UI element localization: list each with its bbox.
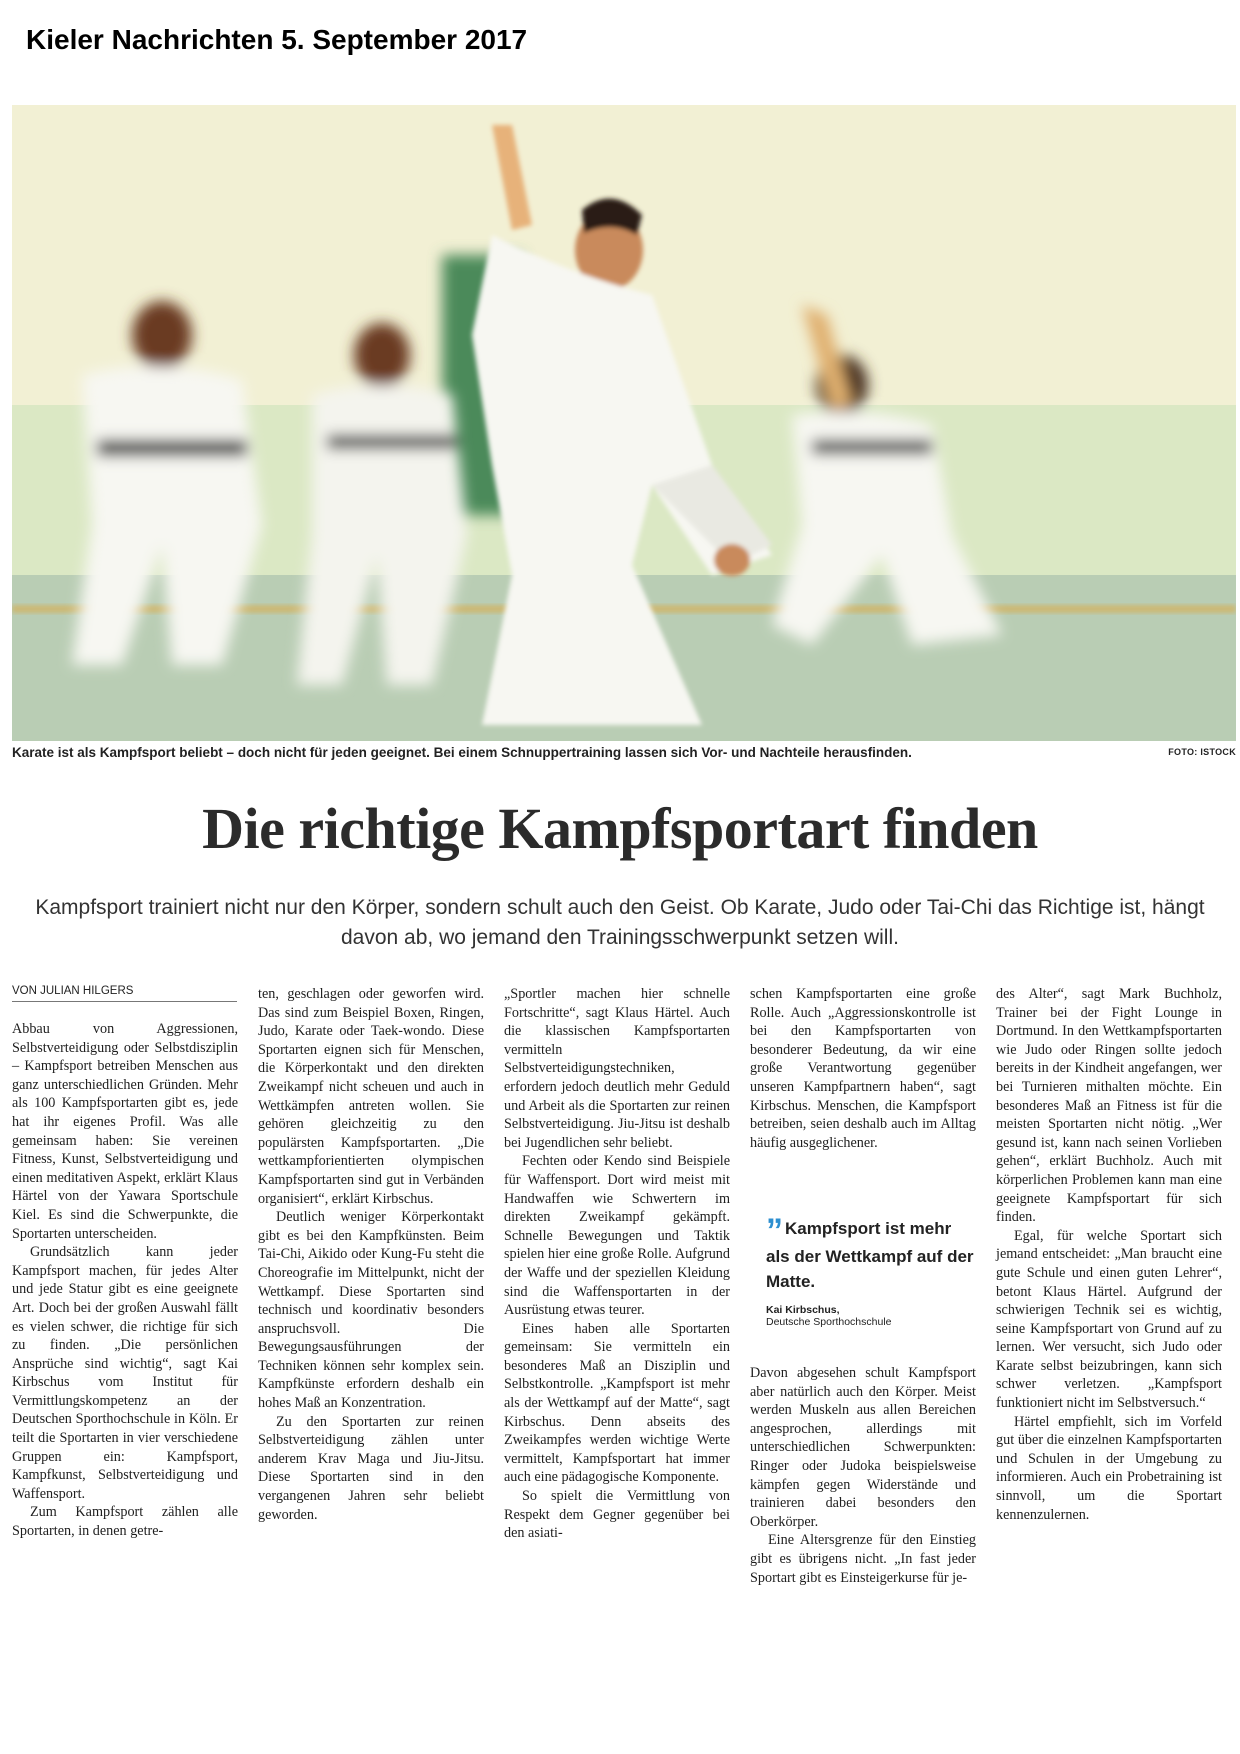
- paragraph: Egal, für welche Sportart sich jemand entscheidet: „Man braucht eine gute Schule und einen guten Lehrer“, betont Klaus Härtel. Aufgrund der schwierigen Technik sei es wichtig, seine Kampfsportart von Grund auf zu lernen. Wer versucht, sich Judo oder Karate selbst beizubringen, kann sich schwer verletzen. „Kampfsport funktioniert nicht im Selbstversuch.“: [996, 1227, 1222, 1412]
- pull-quote-text: [766, 1212, 976, 1294]
- paragraph: Härtel empfiehlt, sich im Vorfeld gut über die einzelnen Kampfsportarten und Schulen in der Umgebung zu informieren. Auch ein Probetraining ist sinnvoll, um die Sportart kennenzulernen.: [996, 1413, 1222, 1523]
- karate-illustration: [12, 105, 1236, 741]
- quote-mark-icon: ”: [766, 1212, 779, 1250]
- paragraph: Grundsätzlich kann jeder Kampfsport machen, für jedes Alter und jede Statur gibt es eine geeignete Art. Doch bei der großen Auswahl fällt es vielen schwer, die richtige für sich zu finden. „Die persönlichen Ansprüche sind wichtig“, sagt Kai Kirbschus vom Institut für Vermittlungskompetenz an der Deutschen Sporthochschule in Köln. Er teilt die Sportarten in vier verschiedene Gruppen ein: Kampfsport, Kampfkunst, Selbstverteidigung und Waffensport.: [12, 1244, 238, 1502]
- column-4-bottom: [750, 1364, 976, 1587]
- karate-photo: [12, 105, 1236, 741]
- paragraph: Zum Kampfsport zählen alle Sportarten, in denen getre-: [12, 1504, 238, 1540]
- paragraph: Fechten oder Kendo sind Beispiele für Waffensport. Dort wird meist mit Handwaffen wie Schwertern im direkten Zweikampf gekämpft. Schnelle Bewegungen und Taktik spielen hier eine große Rolle. Aufgrund der Waffe und der speziellen Kleidung sind die Waffensportarten in der Ausrüstung etwas teurer.: [504, 1153, 730, 1319]
- column-3: [504, 985, 730, 1543]
- photo-caption: [12, 745, 1236, 760]
- quote-body: Kampfsport ist mehr als der Wettkampf auf der Matte.: [766, 1219, 974, 1291]
- paragraph: ten, geschlagen oder geworfen wird. Das sind zum Beispiel Boxen, Ringen, Judo, Karate oder Taek-wondo. Diese Sportarten eignen sich für Menschen, die Körperkontakt und den direkten Zweikampf nicht scheuen und auch in Wettkämpfen antreten wollen. Sie gehören gleichzeitig zu den populärsten Kampfsportarten. „Die wettkampforientierten olympischen Kampfsportarten sind gut in Verbänden organisiert“, erklärt Kirbschus.: [258, 986, 484, 1207]
- paragraph: So spielt die Vermittlung von Respekt dem Gegner gegenüber bei den asiati-: [504, 1488, 730, 1542]
- paragraph: Eines haben alle Sportarten gemeinsam: Sie vermitteln ein besonderes Maß an Disziplin und Selbstkontrolle. „Kampfsport ist mehr als der Wettkampf auf der Matte“, sagt Kirbschus. Denn abseits des Zweikampfes werden wichtige Werte vermittelt, Kampfsportart hat immer auch eine pädagogische Komponente.: [504, 1320, 730, 1486]
- column-1: [12, 1020, 238, 1541]
- paragraph: Zu den Sportarten zur reinen Selbstverteidigung zählen unter anderem Krav Maga und Jiu-Jitsu. Diese Sportarten sind in den vergangenen Jahren sehr beliebt geworden.: [258, 1413, 484, 1523]
- masthead: Kieler Nachrichten 5. September 2017: [26, 24, 528, 55]
- paragraph: Eine Altersgrenze für den Einstieg gibt es übrigens nicht. „In fast jeder Sportart gibt es Einsteigerkurse für je-: [750, 1532, 976, 1586]
- paragraph: des Alter“, sagt Mark Buchholz, Trainer bei der Fight Lounge in Dortmund. In den Wettkampfsportarten wie Judo oder Ringen sollte jedoch bereits in der Kindheit angefangen, wer bei Turnieren mithalten möchte. Ein besonderes Maß an Fitness ist für die meisten Sportarten nicht nötig. „Wer gesund ist, kann nach seinen Vorlieben gehen“, erklärt Buchholz. Auch mit körperlichen Problemen kann man eine geeignete Kampfsportart für sich finden.: [996, 986, 1222, 1226]
- paragraph: Davon abgesehen schult Kampfsport aber natürlich auch den Körper. Meist werden Muskeln aus allen Bereichen angesprochen, allerdings mit unterschiedlichen Schwerpunkten: Ringer oder Judoka beispielsweise kämpfen gegen Widerstände und trainieren dabei besonders den Oberkörper.: [750, 1365, 976, 1530]
- byline: VON JULIAN HILGERS: [12, 985, 237, 1002]
- quote-author: Kai Kirbschus,: [766, 1304, 840, 1316]
- paragraph: „Sportler machen hier schnelle Fortschritte“, sagt Klaus Härtel. Auch die klassischen Kampfsportarten vermitteln Selbstverteidigungstechniken, erfordern jedoch deutlich mehr Geduld und Arbeit als die Sportarten zur reinen Selbstverteidigung. Jiu-Jitsu ist deshalb bei Jugendlichen sehr beliebt.: [504, 986, 730, 1151]
- photo-credit: FOTO: ISTOCK: [1168, 747, 1236, 757]
- paragraph: Abbau von Aggressionen, Selbstverteidigung oder Selbstdisziplin – Kampfsport betreiben Menschen aus ganz unterschiedlichen Gründen. Mehr als 100 Kampfsportarten gibt es, jede hat ihr eigenes Profil. Was alle gemeinsam haben: Sie vereinen Fitness, Kunst, Selbstverteidigung und einen meditativen Aspekt, erklärt Klaus Härtel von der Yawara Sportschule Kiel. Es sind die Schwerpunkte, die Sportarten unterscheiden.: [12, 1021, 238, 1242]
- caption-text: Karate ist als Kampfsport beliebt – doch nicht für jeden geeignet. Bei einem Schnuppertraining lassen sich Vor- und Nachteile herausfinden.: [12, 745, 912, 760]
- pull-quote: [766, 1212, 976, 1328]
- column-4-top: [750, 985, 976, 1152]
- quote-author-role: Deutsche Sporthochschule: [766, 1316, 892, 1328]
- headline: Die richtige Kampfsportart finden: [202, 796, 1038, 861]
- paragraph: schen Kampfsportarten eine große Rolle. Auch „Aggressionskontrolle ist bei den Kampfsportarten von besonderer Bedeutung, da wir eine große Verantwortung gegenüber unseren Kampfpartnern haben“, sagt Kirbschus. Menschen, die Kampfsport betreiben, seien deshalb auch im Alltag häufig ausgeglichener.: [750, 986, 976, 1151]
- column-2: [258, 985, 484, 1524]
- paragraph: Deutlich weniger Körperkontakt gibt es bei den Kampfkünsten. Beim Tai-Chi, Aikido oder Kung-Fu steht die Choreografie im Mittelpunkt, nicht der Wettkampf. Diese Sportarten sind technisch und koordinativ besonders anspruchsvoll. Die Bewegungsausführungen der Techniken können sehr komplex sein. Kampfkünste erfordern deshalb ein hohes Maß an Konzentration.: [258, 1209, 484, 1412]
- subheadline: Kampfsport trainiert nicht nur den Körper, sondern schult auch den Geist. Ob Karate, Judo oder Tai-Chi das Richtige ist, hängt davon ab, wo jemand den Trainingsschwerpunkt setzen will.: [35, 896, 1205, 949]
- column-5: [996, 985, 1222, 1524]
